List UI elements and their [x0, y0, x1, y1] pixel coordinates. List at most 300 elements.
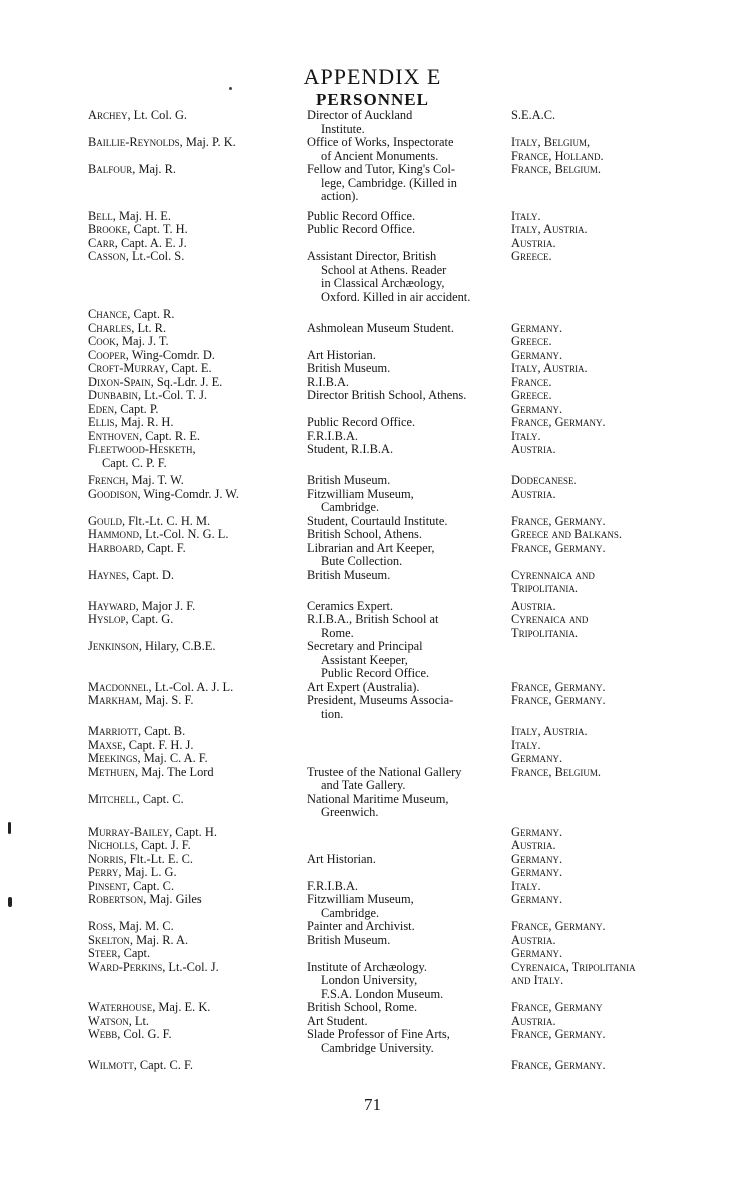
personnel-entry [0, 322, 745, 336]
service-area-line: Cyrennaica and [511, 567, 595, 582]
service-area [511, 250, 691, 264]
appointment-line: Fitzwilliam Museum, [307, 892, 414, 906]
person-name-line: Hayward, Major J. F. [88, 598, 196, 613]
person-name-line: Meekings, Maj. C. A. F. [88, 751, 208, 765]
person-name-line: Baillie-Reynolds, Maj. P. K. [88, 135, 236, 149]
person-name [88, 349, 306, 363]
person-name [88, 488, 306, 502]
service-area [511, 694, 691, 708]
personnel-entry [0, 1028, 745, 1059]
person-name [88, 322, 306, 336]
appointment-line: Ashmolean Museum Student. [307, 320, 454, 335]
personnel-entry [0, 853, 745, 867]
service-area-line: Germany. [511, 347, 563, 362]
personnel-entry [0, 1059, 745, 1073]
personnel-entry [0, 488, 745, 515]
appointment-line: Oxford. Killed in air accident. [321, 289, 471, 304]
appointment-line: Slade Professor of Fine Arts, [307, 1027, 450, 1041]
person-name [88, 1028, 306, 1042]
service-area-line: Italy, Austria. [511, 222, 588, 236]
person-name [88, 613, 306, 627]
appointment [307, 443, 507, 457]
person-name [88, 403, 306, 417]
person-name-line: Macdonnel, Lt.-Col. A. J. L. [88, 679, 234, 694]
personnel-entry [0, 349, 745, 363]
service-area-line: France, Germany. [511, 540, 606, 555]
service-area-line: Greece. [511, 388, 552, 402]
appointment-line: Public Record Office. [321, 666, 430, 680]
service-area [511, 1028, 691, 1042]
service-area-line: France, Belgium. [511, 162, 601, 176]
service-area-line: S.E.A.C. [511, 108, 556, 122]
personnel-entry [0, 569, 745, 600]
personnel-entry [0, 250, 745, 308]
appointment-line: Bute Collection. [321, 554, 403, 568]
appointment [307, 223, 507, 237]
person-name [88, 853, 306, 867]
appointment-line: British Museum. [307, 932, 391, 947]
service-area-line: Austria. [511, 598, 556, 613]
scan-mark [8, 897, 12, 907]
appointment-line: British Museum. [307, 567, 391, 582]
personnel-entry [0, 136, 745, 163]
page-subtitle: PERSONNEL [316, 90, 429, 109]
person-name [88, 766, 306, 780]
person-name-line: Ward-Perkins, Lt.-Col. J. [88, 959, 219, 974]
person-name-line: Mitchell, Capt. C. [88, 791, 184, 806]
person-name-line: Haynes, Capt. D. [88, 567, 174, 582]
appointment-line: of Ancient Monuments. [321, 148, 439, 163]
person-name-line: French, Maj. T. W. [88, 473, 184, 487]
personnel-entry [0, 725, 745, 739]
appointment-line: Fitzwilliam Museum, [307, 486, 414, 501]
service-area [511, 893, 691, 907]
person-name-line: Steer, Capt. [88, 946, 151, 960]
appointment-line: Trustee of the National Gallery [307, 764, 462, 779]
service-area-line: Italy. [511, 737, 541, 752]
person-name-line: Perry, Maj. L. G. [88, 865, 177, 879]
appointment-line: Public Record Office. [307, 208, 416, 223]
service-area [511, 766, 691, 780]
person-name [88, 880, 306, 894]
person-name [88, 1059, 306, 1073]
person-name [88, 681, 306, 695]
person-name [88, 376, 306, 390]
person-name-line: Ross, Maj. M. C. [88, 919, 174, 933]
person-name-line: Cook, Maj. J. T. [88, 334, 169, 348]
service-area [511, 613, 691, 640]
appointment-line: British School, Rome. [307, 1000, 418, 1014]
service-area [511, 934, 691, 948]
service-area [511, 569, 691, 596]
person-name [88, 163, 306, 177]
personnel-entry [0, 528, 745, 542]
service-area-line: Italy, Austria. [511, 724, 588, 738]
appointment [307, 766, 507, 793]
service-area-line: Austria. [511, 1013, 556, 1028]
service-area [511, 853, 691, 867]
appointment-line: Public Record Office. [307, 222, 416, 236]
person-name-line: Dunbabin, Lt.-Col. T. J. [88, 388, 208, 402]
appointment [307, 893, 507, 920]
appointment-line: Librarian and Art Keeper, [307, 540, 435, 555]
service-area [511, 752, 691, 766]
appointment [307, 416, 507, 430]
person-name [88, 223, 306, 237]
appointment [307, 528, 507, 542]
personnel-entry [0, 880, 745, 894]
service-area-line: Austria. [511, 442, 556, 456]
appointment [307, 349, 507, 363]
service-area [511, 947, 691, 961]
person-name-line: Archey, Lt. Col. G. [88, 108, 187, 122]
personnel-entry [0, 947, 745, 961]
personnel-entry [0, 920, 745, 934]
service-area-line: France, Germany. [511, 679, 606, 694]
service-area [511, 109, 691, 123]
appointment-line: and Tate Gallery. [321, 778, 406, 792]
personnel-entry [0, 163, 745, 210]
personnel-entry [0, 1015, 745, 1029]
service-area-line: and Italy. [511, 973, 564, 987]
service-area [511, 136, 691, 163]
service-area [511, 362, 691, 376]
appointment-line: President, Museums Associa- [307, 693, 454, 707]
person-name [88, 752, 306, 766]
service-area-line: Greece and Balkans. [511, 527, 623, 541]
person-name-line: Harboard, Capt. F. [88, 540, 186, 555]
person-name-line: Norris, Flt.-Lt. E. C. [88, 851, 193, 866]
appointment [307, 109, 507, 136]
appointment [307, 569, 507, 583]
person-name-line: Eden, Capt. P. [88, 401, 159, 416]
service-area-line: Germany. [511, 851, 563, 866]
person-name [88, 430, 306, 444]
personnel-entry [0, 681, 745, 695]
appointment [307, 1028, 507, 1055]
personnel-entry [0, 640, 745, 681]
service-area [511, 1001, 691, 1015]
person-name-line: Charles, Lt. R. [88, 320, 167, 335]
service-area [511, 322, 691, 336]
appointment [307, 694, 507, 721]
service-area [511, 725, 691, 739]
personnel-entry [0, 893, 745, 920]
service-area [511, 488, 691, 502]
personnel-entry [0, 515, 745, 529]
appointment-line: Public Record Office. [307, 415, 416, 429]
service-area [511, 430, 691, 444]
appointment-line: Art Student. [307, 1013, 368, 1028]
personnel-entry [0, 961, 745, 1002]
service-area [511, 542, 691, 556]
appointment [307, 322, 507, 336]
service-area-line: France, Germany. [511, 1058, 606, 1072]
appointment-line: Director of Auckland [307, 108, 413, 122]
service-area [511, 210, 691, 224]
appointment [307, 376, 507, 390]
person-name-line: Watson, Lt. [88, 1013, 150, 1028]
appointment-line: Greenwich. [321, 805, 379, 819]
appointment-line: Assistant Keeper, [321, 652, 408, 667]
scan-speck [229, 87, 232, 90]
appointment-line: School at Athens. Reader [321, 262, 447, 277]
appointment [307, 250, 507, 304]
person-name [88, 569, 306, 583]
service-area-line: Austria. [511, 235, 556, 250]
service-area-line: Germany. [511, 320, 563, 335]
service-area-line: Germany. [511, 946, 563, 960]
service-area-line: France, Germany [511, 1000, 603, 1014]
personnel-entry [0, 613, 745, 640]
appointment-line: Institute. [321, 121, 365, 136]
appointment-line: London University, [321, 973, 418, 987]
appointment-line: Cambridge University. [321, 1040, 434, 1055]
appointment [307, 362, 507, 376]
person-name-line: Markham, Maj. S. F. [88, 693, 194, 707]
person-name-line: Skelton, Maj. R. A. [88, 932, 189, 947]
appointment-line: R.I.B.A. [307, 374, 349, 389]
service-area [511, 880, 691, 894]
appointment-line: Ceramics Expert. [307, 598, 394, 613]
person-name-line: Chance, Capt. R. [88, 307, 175, 321]
service-area-line: France, Belgium. [511, 764, 601, 779]
appointment-line: British Museum. [307, 473, 391, 487]
person-name [88, 237, 306, 251]
person-name-line: Balfour, Maj. R. [88, 162, 176, 176]
person-name-line: Nicholls, Capt. J. F. [88, 838, 191, 852]
service-area-line: Italy. [511, 428, 541, 443]
person-name [88, 961, 306, 975]
personnel-entry [0, 866, 745, 880]
appointment [307, 961, 507, 1002]
person-name [88, 362, 306, 376]
appointment-line: Director British School, Athens. [307, 388, 467, 402]
appointment [307, 515, 507, 529]
person-name-line: Brooke, Capt. T. H. [88, 222, 188, 236]
appointment-line: Student, R.I.B.A. [307, 442, 394, 456]
person-name [88, 250, 306, 264]
service-area-line: France, Holland. [511, 148, 604, 163]
person-name [88, 826, 306, 840]
service-area [511, 739, 691, 753]
service-area [511, 1015, 691, 1029]
person-name-line: Murray-Bailey, Capt. H. [88, 824, 217, 839]
appointment [307, 853, 507, 867]
person-name [88, 640, 306, 654]
person-name [88, 725, 306, 739]
person-name-line: Maxse, Capt. F. H. J. [88, 737, 194, 752]
service-area-line: Cyrenaica and [511, 612, 589, 626]
appointment [307, 920, 507, 934]
personnel-entry [0, 793, 745, 826]
service-area-line: France. [511, 374, 552, 389]
appointment-line: R.I.B.A., British School at [307, 612, 439, 626]
personnel-entry [0, 389, 745, 403]
person-name-line: Jenkinson, Hilary, C.B.E. [88, 639, 216, 653]
appointment [307, 163, 507, 204]
appointment-line: action). [321, 189, 359, 203]
person-name-line: Dixon-Spain, Sq.-Ldr. J. E. [88, 374, 223, 389]
appointment [307, 430, 507, 444]
appointment-line: in Classical Archæology, [321, 276, 445, 290]
personnel-entry [0, 443, 745, 474]
person-name-line: Fleetwood-Hesketh, [88, 442, 196, 456]
person-name [88, 694, 306, 708]
person-name-line: Wilmott, Capt. C. F. [88, 1058, 193, 1072]
person-name-line: Gould, Flt.-Lt. C. H. M. [88, 513, 211, 528]
appointment [307, 613, 507, 640]
appointment-line: National Maritime Museum, [307, 791, 449, 806]
person-name-line: Bell, Maj. H. E. [88, 208, 171, 223]
appointment [307, 474, 507, 488]
service-area-line: France, Germany. [511, 919, 606, 933]
person-name-line: Methuen, Maj. The Lord [88, 764, 214, 779]
person-name-line: Goodison, Wing-Comdr. J. W. [88, 486, 239, 501]
page-number: 71 [364, 1095, 381, 1114]
personnel-entry [0, 109, 745, 136]
person-name-line: Capt. C. P. F. [102, 455, 167, 470]
service-area [511, 416, 691, 430]
personnel-entry [0, 237, 745, 251]
person-name [88, 335, 306, 349]
person-name-line: Pinsent, Capt. C. [88, 878, 175, 893]
person-name-line: Waterhouse, Maj. E. K. [88, 1000, 211, 1014]
appointment-line: Cambridge. [321, 500, 380, 514]
appointment-line: F.R.I.B.A. [307, 428, 358, 443]
appointment-line: Office of Works, Inspectorate [307, 135, 454, 149]
personnel-entry [0, 752, 745, 766]
appointment [307, 542, 507, 569]
person-name-line: Carr, Capt. A. E. J. [88, 235, 187, 250]
person-name-line: Marriott, Capt. B. [88, 724, 186, 738]
appointment-line: lege, Cambridge. (Killed in [321, 175, 457, 190]
appointment [307, 488, 507, 515]
service-area [511, 600, 691, 614]
personnel-entry [0, 362, 745, 376]
appointment [307, 640, 507, 681]
personnel-entry [0, 474, 745, 488]
appointment-line: F.S.A. London Museum. [321, 986, 444, 1001]
appointment-line: Art Historian. [307, 347, 376, 362]
appointment [307, 389, 507, 403]
personnel-entry [0, 223, 745, 237]
service-area [511, 515, 691, 529]
service-area-line: Greece. [511, 334, 552, 348]
personnel-entry [0, 416, 745, 430]
person-name-line: Cooper, Wing-Comdr. D. [88, 347, 215, 362]
appointment-line: Art Expert (Australia). [307, 679, 420, 694]
page-title: APPENDIX E [303, 64, 442, 89]
service-area [511, 961, 691, 988]
service-area [511, 474, 691, 488]
service-area-line: Austria. [511, 932, 556, 947]
appointment [307, 210, 507, 224]
person-name [88, 389, 306, 403]
person-name [88, 515, 306, 529]
service-area-line: Tripolitania. [511, 581, 578, 595]
appointment-line: Art Historian. [307, 851, 376, 866]
service-area-line: Italy, Austria. [511, 361, 588, 375]
service-area-line: Greece. [511, 249, 552, 263]
service-area-line: Tripolitania. [511, 625, 578, 640]
person-name [88, 1001, 306, 1015]
service-area-line: Austria. [511, 486, 556, 501]
person-name-line: Webb, Col. G. F. [88, 1027, 172, 1041]
service-area [511, 443, 691, 457]
personnel-entry [0, 376, 745, 390]
service-area-line: France, Germany. [511, 693, 606, 707]
person-name-line: Enthoven, Capt. R. E. [88, 428, 200, 443]
service-area [511, 335, 691, 349]
person-name [88, 1015, 306, 1029]
service-area-line: Italy. [511, 878, 541, 893]
personnel-entry [0, 839, 745, 853]
appointment-line: Painter and Archivist. [307, 919, 415, 933]
appointment-line: British School, Athens. [307, 527, 422, 541]
service-area-line: Dodecanese. [511, 473, 577, 487]
person-name-line: Croft-Murray, Capt. E. [88, 361, 212, 375]
appointment [307, 793, 507, 820]
appointment [307, 1001, 507, 1015]
person-name [88, 947, 306, 961]
service-area-line: Germany. [511, 865, 563, 879]
person-name [88, 528, 306, 542]
service-area [511, 528, 691, 542]
service-area-line: France, Germany. [511, 513, 606, 528]
appointment [307, 136, 507, 163]
personnel-entry [0, 739, 745, 753]
person-name [88, 308, 306, 322]
appointment-line: Rome. [321, 625, 354, 640]
appointment-line: Assistant Director, British [307, 249, 437, 263]
service-area [511, 839, 691, 853]
service-area-line: Germany. [511, 401, 563, 416]
personnel-entry [0, 934, 745, 948]
person-name [88, 600, 306, 614]
personnel-list [0, 109, 745, 1073]
personnel-entry [0, 826, 745, 840]
personnel-entry [0, 335, 745, 349]
service-area-line: Austria. [511, 838, 556, 852]
personnel-entry [0, 403, 745, 417]
appointment-line: Cambridge. [321, 905, 380, 920]
appointment-line: British Museum. [307, 361, 391, 375]
service-area [511, 163, 691, 177]
service-area [511, 681, 691, 695]
personnel-entry [0, 600, 745, 614]
personnel-entry [0, 542, 745, 569]
service-area-line: Germany. [511, 824, 563, 839]
personnel-entry [0, 308, 745, 322]
appointment-line: Institute of Archæology. [307, 959, 427, 974]
service-area-line: Italy, Belgium, [511, 135, 591, 149]
appointment [307, 1015, 507, 1029]
appointment [307, 934, 507, 948]
person-name [88, 739, 306, 753]
service-area [511, 920, 691, 934]
appointment-line: tion. [321, 706, 344, 721]
personnel-entry [0, 430, 745, 444]
personnel-entry [0, 1001, 745, 1015]
person-name [88, 136, 306, 150]
appointment [307, 600, 507, 614]
person-name [88, 416, 306, 430]
service-area-line: Germany. [511, 892, 563, 906]
person-name [88, 542, 306, 556]
service-area [511, 223, 691, 237]
personnel-entry [0, 766, 745, 793]
